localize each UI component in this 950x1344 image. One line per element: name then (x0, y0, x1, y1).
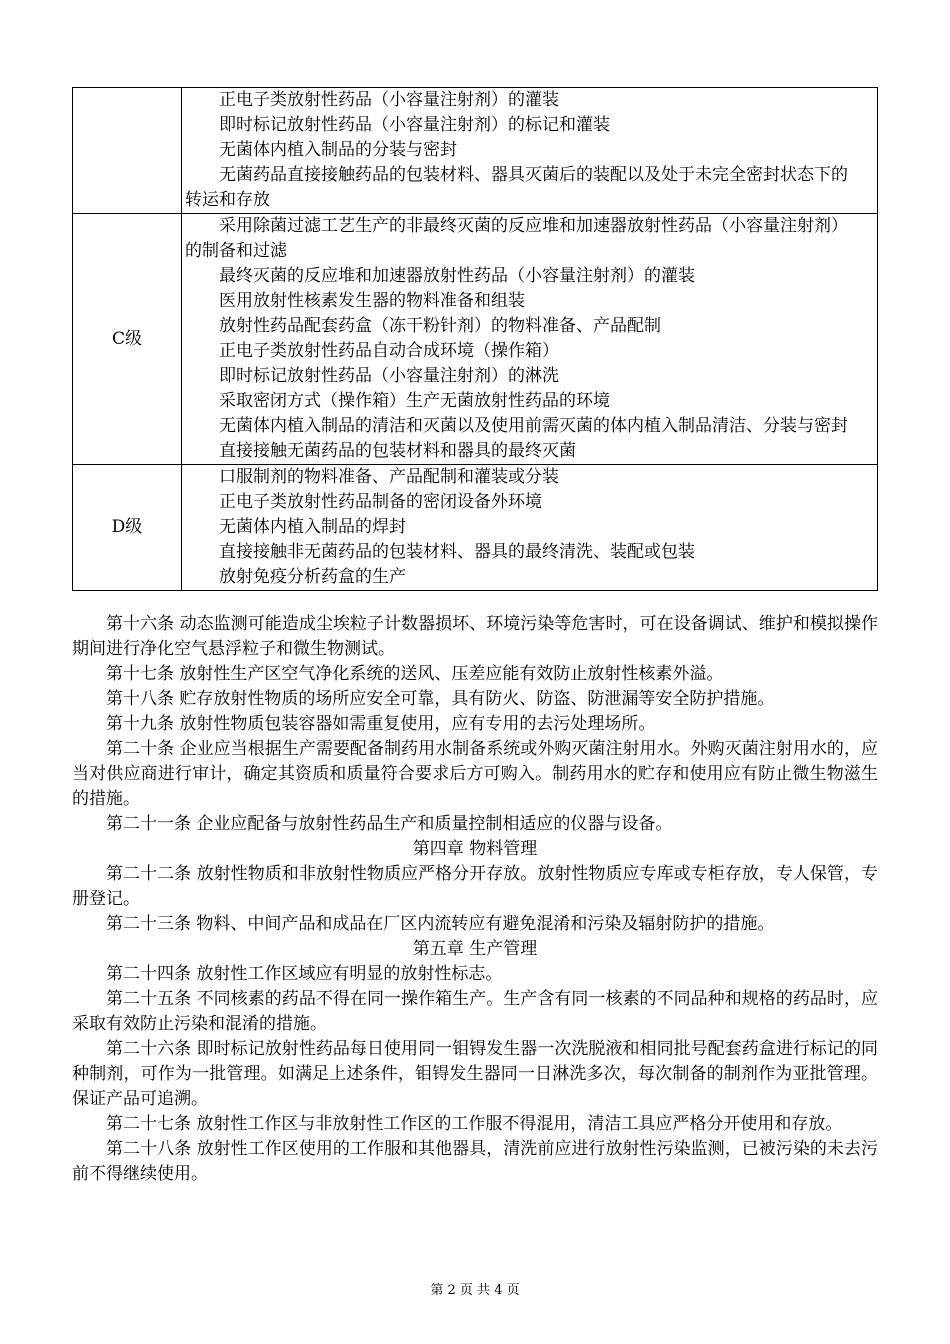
operation-line: 直接接触非无菌药品的包装材料、器具的最终清洗、装配或包装 (219, 542, 695, 562)
operation-line: 正电子类放射性药品制备的密闭设备外环境 (219, 492, 542, 512)
page-footer: 第 2 页 共 4 页 (430, 1283, 520, 1298)
operation-line: 无菌体内植入制品的分装与密封 (219, 140, 457, 160)
operation-line: 口服制剂的物料准备、产品配制和灌装或分装 (219, 467, 559, 487)
chapter-heading-5: 第五章 生产管理 (412, 939, 538, 959)
grade-cell (73, 88, 182, 214)
table-row (73, 214, 878, 465)
operations-cell (182, 88, 878, 214)
operations-cell (182, 465, 878, 591)
article-16: 第十六条 动态监测可能造成尘埃粒子计数器损坏、环境污染等危害时，可在设备调试、维护和模拟操作期间进行净化空气悬浮粒子和微生物测试。 (72, 614, 878, 659)
operations-cell (182, 214, 878, 465)
article-23: 第二十三条 物料、中间产品和成品在厂区内流转应有避免混淆和污染及辐射防护的措施。 (106, 914, 775, 934)
operation-line: 无菌药品直接接触药品的包装材料、器具灭菌后的装配以及处于未完全密封状态下的转运和存放 (185, 165, 848, 210)
article-19: 第十九条 放射性物质包装容器如需重复使用，应有专用的去污处理场所。 (106, 714, 656, 734)
table-row (73, 465, 878, 591)
article-17: 第十七条 放射性生产区空气净化系统的送风、压差应能有效防止放射性核素外溢。 (106, 664, 724, 684)
article-18: 第十八条 贮存放射性物质的场所应安全可靠，具有防火、防盗、防泄漏等安全防护措施。 (106, 689, 775, 709)
grade-cell: C级 (73, 214, 182, 465)
article-text (72, 612, 878, 1187)
operation-line: 采取密闭方式（操作箱）生产无菌放射性药品的环境 (219, 391, 610, 411)
operation-line: 无菌体内植入制品的焊封 (219, 517, 406, 537)
article-22: 第二十二条 放射性物质和非放射性物质应严格分开存放。放射性物质应专库或专柜存放，专人保管，专册登记。 (72, 864, 878, 909)
table-row (73, 88, 878, 214)
operation-line: 无菌体内植入制品的清洁和灭菌以及使用前需灭菌的体内植入制品清洁、分装与密封 (219, 416, 848, 436)
article-27: 第二十七条 放射性工作区与非放射性工作区的工作服不得混用，清洁工具应严格分开使用和存放。 (106, 1114, 843, 1134)
operation-line: 放射性药品配套药盒（冻干粉针剂）的物料准备、产品配制 (219, 316, 661, 336)
operation-line: 正电子类放射性药品自动合成环境（操作箱） (219, 341, 559, 361)
article-25: 第二十五条 不同核素的药品不得在同一操作箱生产。生产含有同一核素的不同品种和规格的药品时，应采取有效防止污染和混淆的措施。 (72, 989, 878, 1034)
cleanroom-grade-table (72, 87, 878, 591)
operation-line: 即时标记放射性药品（小容量注射剂）的淋洗 (219, 366, 559, 386)
grade-cell: D级 (73, 465, 182, 591)
operation-line: 正电子类放射性药品（小容量注射剂）的灌装 (219, 90, 559, 110)
chapter-heading-4: 第四章 物料管理 (412, 839, 538, 859)
article-21: 第二十一条 企业应配备与放射性药品生产和质量控制相适应的仪器与设备。 (106, 814, 673, 834)
operation-line: 放射免疫分析药盒的生产 (219, 567, 406, 587)
article-20: 第二十条 企业应当根据生产需要配备制药用水制备系统或外购灭菌注射用水。外购灭菌注射用水的，应当对供应商进行审计，确定其资质和质量符合要求后方可购入。制药用水的贮存和使用应有防止微生物滋生的措施。 (72, 739, 878, 809)
article-28: 第二十八条 放射性工作区使用的工作服和其他器具，清洗前应进行放射性污染监测，已被污染的未去污前不得继续使用。 (72, 1139, 878, 1184)
operation-line: 医用放射性核素发生器的物料准备和组装 (219, 291, 525, 311)
article-26: 第二十六条 即时标记放射性药品每日使用同一钼锝发生器一次洗脱液和相同批号配套药盒进行标记的同种制剂，可作为一批管理。如满足上述条件，钼锝发生器同一日淋洗多次，每次制备的制剂作为亚批管理。保证产品可追溯。 (72, 1039, 878, 1109)
article-24: 第二十四条 放射性工作区域应有明显的放射性标志。 (106, 964, 503, 984)
operation-line: 采用除菌过滤工艺生产的非最终灭菌的反应堆和加速器放射性药品（小容量注射剂）的制备和过滤 (185, 216, 848, 261)
operation-line: 即时标记放射性药品（小容量注射剂）的标记和灌装 (219, 115, 610, 135)
operation-line: 直接接触无菌药品的包装材料和器具的最终灭菌 (219, 441, 576, 461)
operation-line: 最终灭菌的反应堆和加速器放射性药品（小容量注射剂）的灌装 (219, 266, 695, 286)
